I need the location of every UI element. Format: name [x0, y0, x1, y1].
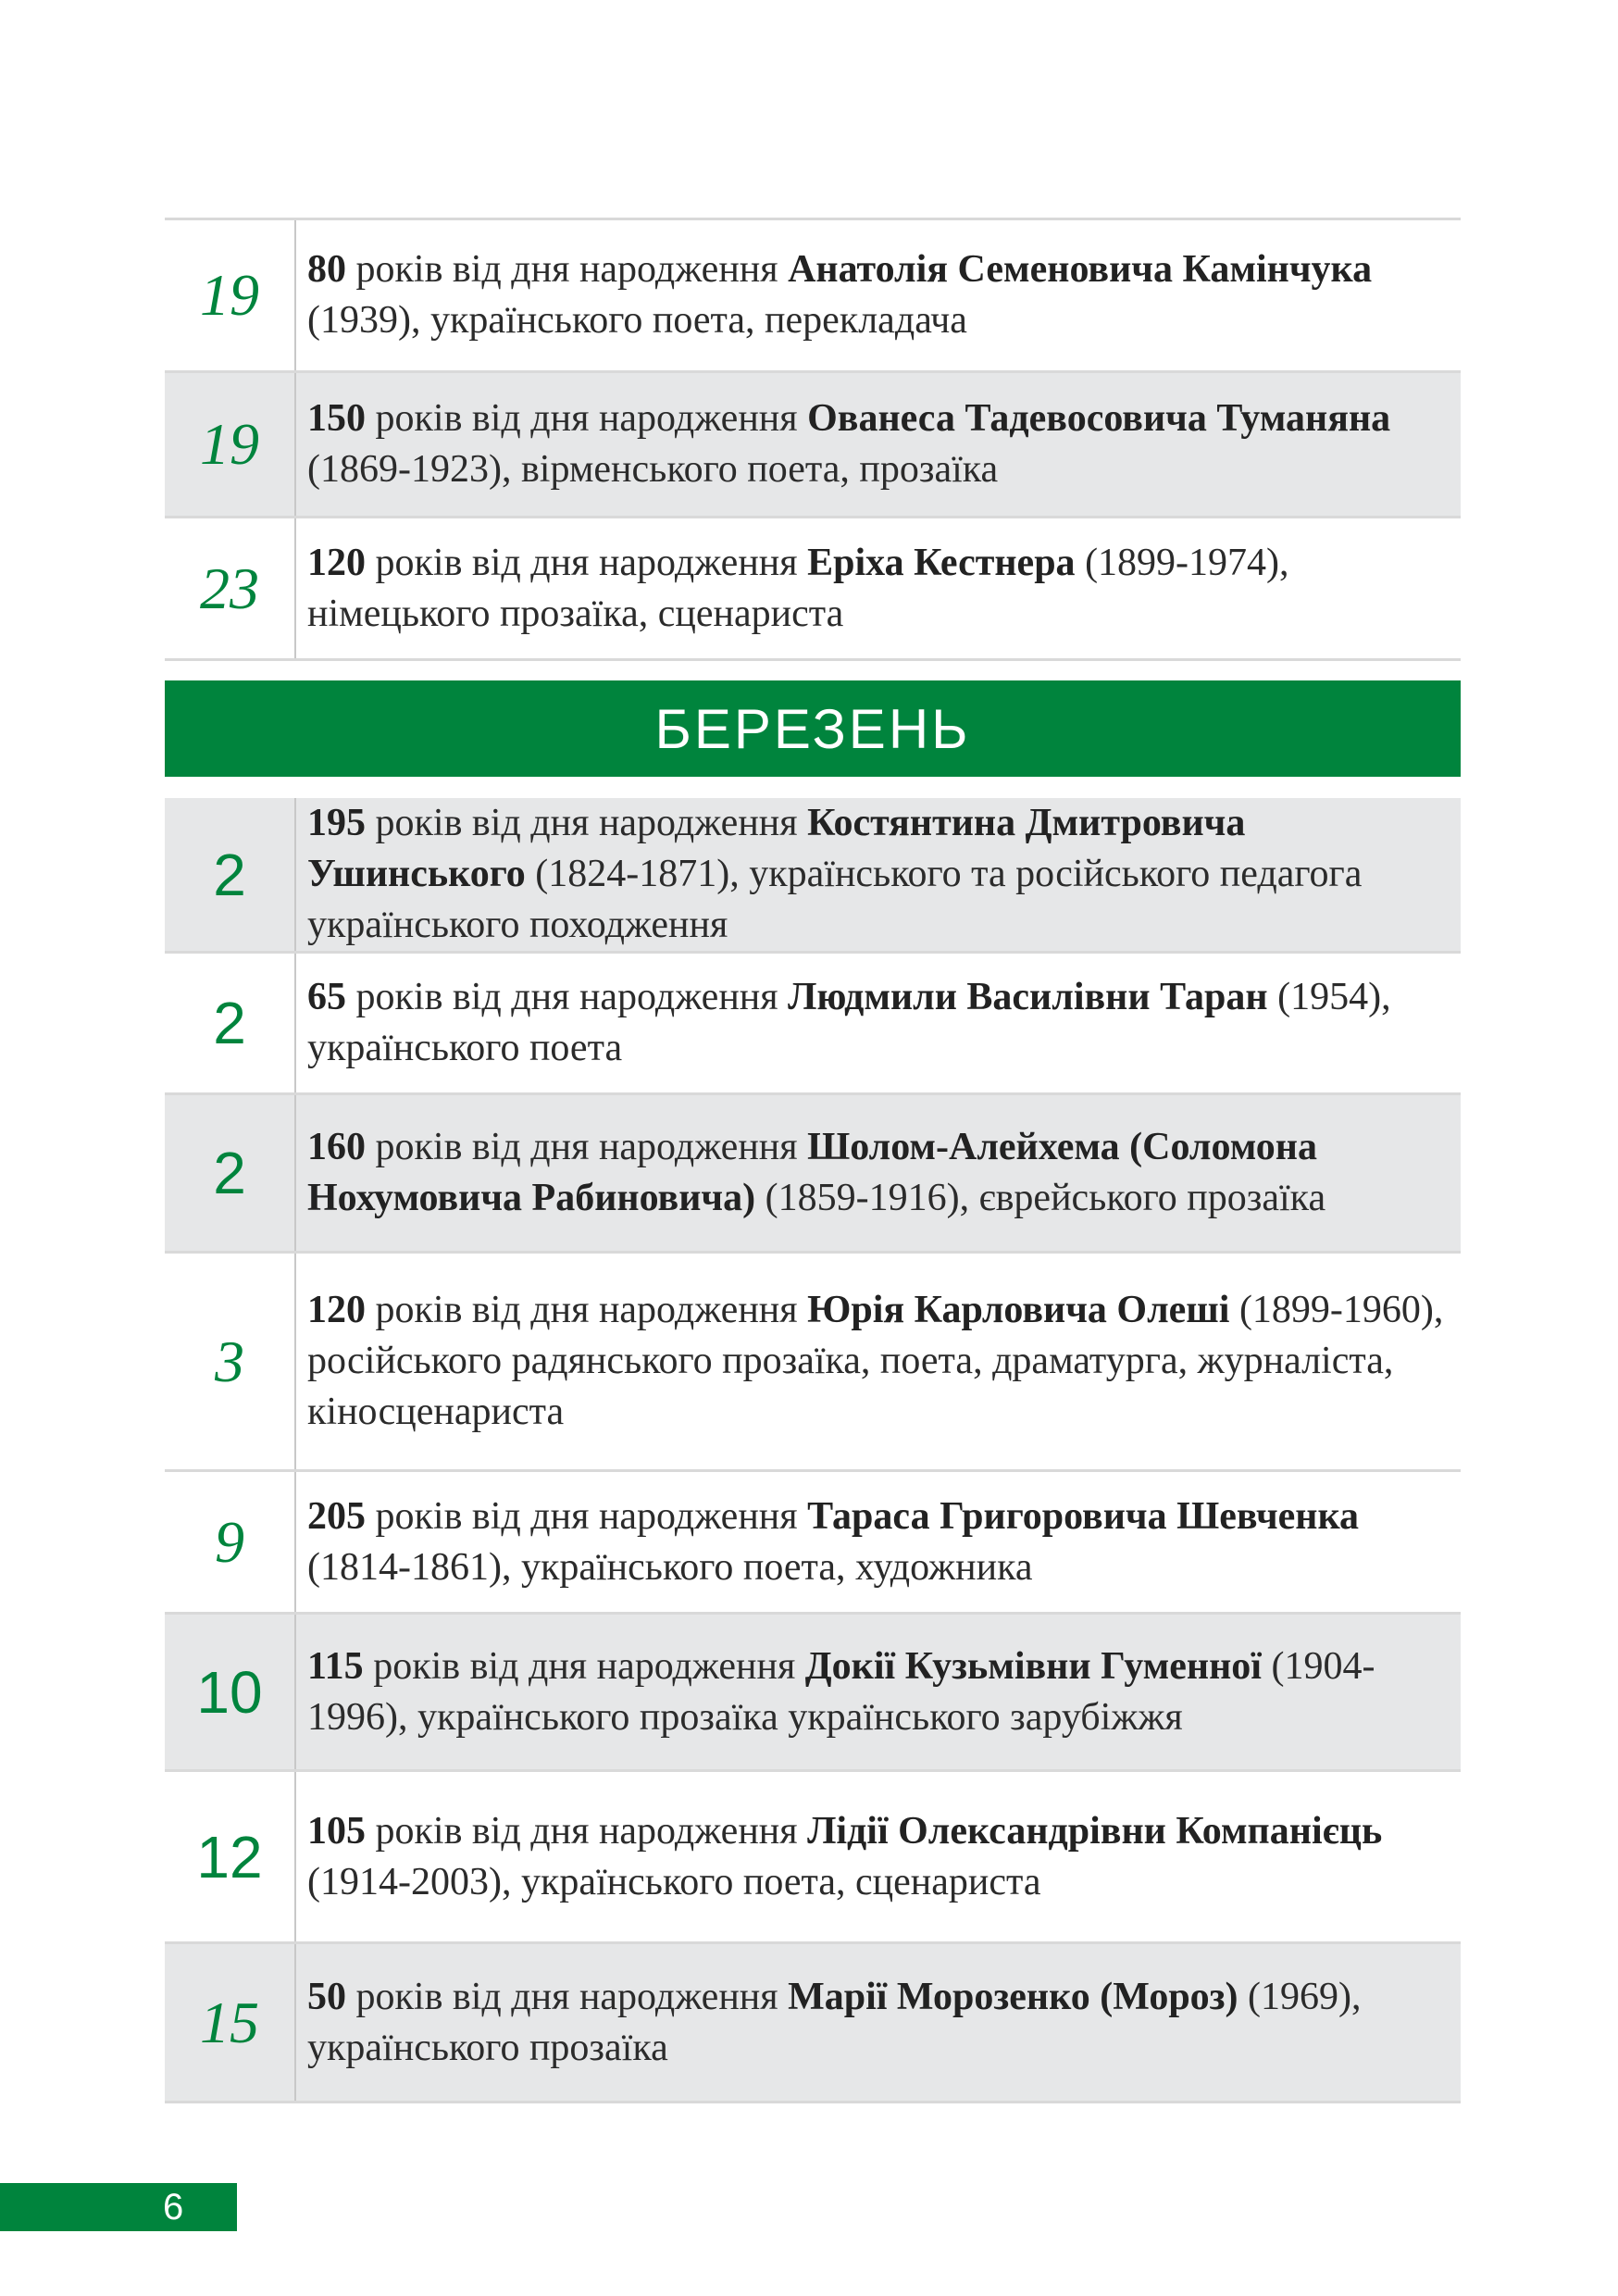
entry-name: Марії Морозенко (Мороз) [788, 1975, 1238, 2018]
entry-name: Докії Кузьмівни Гуменної [804, 1644, 1262, 1688]
entry-years: 105 [307, 1809, 366, 1853]
entry-years: 120 [307, 541, 366, 584]
entry-years: 65 [307, 976, 346, 1018]
entry-years: 115 [307, 1644, 364, 1688]
entry-text [307, 1095, 1453, 1251]
entry-name: Тараса Григоровича Шевченка [807, 1494, 1360, 1538]
entry-text [307, 518, 1453, 658]
entry-text [307, 1944, 1453, 2101]
entry-name: Ованеса Тадевосовича Туманяна [807, 397, 1391, 440]
day-number: 2 [165, 954, 296, 1092]
table-row [165, 798, 1461, 954]
entry-years: 195 [307, 802, 366, 844]
entry-details: (1899-1974), німецького прозаїка, сценариста [307, 541, 1289, 635]
entry-text [307, 1472, 1453, 1612]
page-number: 6 [0, 2183, 237, 2231]
day-number: 12 [165, 1772, 296, 1941]
entry-phrase: років від дня народження [366, 802, 808, 844]
month-heading: БЕРЕЗЕНЬ [165, 680, 1461, 777]
entry-details: (1814-1861), українського поета, художника [307, 1545, 1033, 1589]
entry-years: 160 [307, 1126, 366, 1168]
table-row [165, 1472, 1461, 1615]
entry-details: (1824-1871), українського та російського педагога українського походження [307, 853, 1363, 946]
entry-details: (1904-1996), українського прозаїка українського зарубіжжя [307, 1644, 1375, 1739]
entry-phrase: років від дня народження [346, 248, 789, 291]
entry-name: Костянтина Дмитровича Ушинського [307, 802, 1246, 895]
entry-phrase: років від дня народження [346, 976, 789, 1018]
day-number: 23 [165, 518, 296, 658]
entry-phrase: років від дня народження [366, 541, 808, 584]
day-number: 2 [165, 1095, 296, 1251]
entry-years: 120 [307, 1289, 366, 1331]
table-row [165, 518, 1461, 661]
entry-phrase: років від дня народження [363, 1644, 805, 1688]
day-number: 3 [165, 1254, 296, 1469]
day-number: 15 [165, 1944, 296, 2101]
day-number: 2 [165, 798, 296, 951]
entry-text [307, 954, 1453, 1092]
entry-text [307, 373, 1453, 516]
entry-details: (1954), українського поета [307, 976, 1391, 1069]
day-number: 19 [165, 220, 296, 370]
entry-details: (1914-2003), українського поета, сценариста [307, 1860, 1041, 1903]
entry-phrase: років від дня народження [366, 1289, 808, 1331]
table-row [165, 373, 1461, 518]
day-number: 9 [165, 1472, 296, 1612]
day-number: 19 [165, 373, 296, 516]
entry-name: Лідії Олександрівни Компанієць [807, 1809, 1383, 1853]
entry-details: (1869-1923), вірменського поета, прозаїка [307, 448, 999, 491]
entry-phrase: років від дня народження [366, 397, 808, 440]
entry-phrase: років від дня народження [366, 1809, 808, 1853]
entry-years: 50 [307, 1975, 346, 2018]
entry-details: (1859-1916), єврейського прозаїка [755, 1177, 1326, 1219]
day-number: 10 [165, 1615, 296, 1769]
table-row [165, 1095, 1461, 1254]
entry-phrase: років від дня народження [366, 1494, 808, 1538]
table-row [165, 1254, 1461, 1472]
entry-text [307, 1615, 1453, 1769]
entry-years: 205 [307, 1494, 366, 1538]
entry-name: Юрія Карловича Олеші [807, 1289, 1230, 1331]
table-row [165, 1615, 1461, 1772]
entry-years: 80 [307, 248, 346, 291]
entry-name: Еріха Кестнера [807, 541, 1076, 584]
entry-text [307, 798, 1453, 951]
table-row [165, 1772, 1461, 1944]
entry-text [307, 220, 1453, 370]
entry-details: (1939), українського поета, перекладача [307, 299, 967, 342]
entry-phrase: років від дня народження [366, 1126, 808, 1168]
entry-name: Анатолія Семеновича Камінчука [788, 248, 1373, 291]
entry-years: 150 [307, 397, 366, 440]
entry-text [307, 1254, 1453, 1469]
entry-text [307, 1772, 1453, 1941]
entry-details: (1899-1960), російського радянського прозаїка, поета, драматурга, журналіста, кіносценариста [307, 1289, 1444, 1433]
entry-phrase: років від дня народження [346, 1975, 789, 2018]
table-row [165, 954, 1461, 1095]
table-row [165, 218, 1461, 373]
entry-details: (1969), українського прозаїка [307, 1975, 1362, 2069]
table-row [165, 1944, 1461, 2103]
entry-name: Людмили Василівни Таран [788, 976, 1268, 1018]
entry-name: Шолом-Алейхема (Соломона Нохумовича Рабиновича) [307, 1126, 1317, 1219]
